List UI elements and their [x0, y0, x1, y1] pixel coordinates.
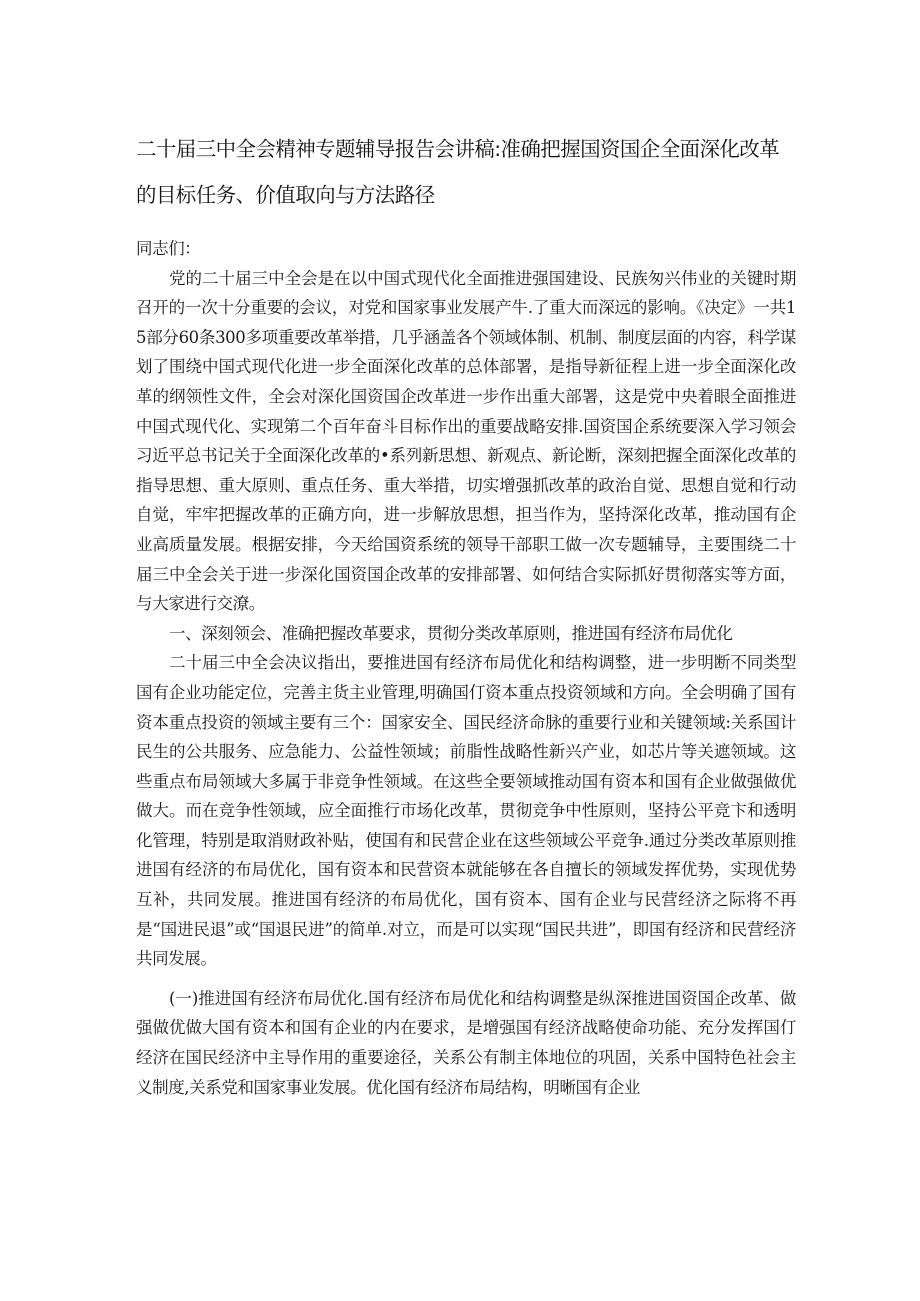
greeting: 同志们：	[136, 239, 201, 258]
paragraph-subsection-1: (一)推进国有经济布局优化.国有经济布局优化和结构调整是纵深推进国资国企改革、做强做优做大国有资本和国有企业的内在要求，是增强国有经济战略使命功能、充分发挥国仃经济在国民经济中主导作用的重要途径，关系公有制主体地位的巩固，关系中国特色社会主义制度,关系党和国家事业发展。优化国有经济布局结构，明晰国有企业	[136, 988, 796, 1097]
document-body	[136, 234, 796, 1102]
document-title: 二十届三中全会精神专题辅导报告会讲稿:准确把握国资国企全面深化改革的目标任务、价值取向与方法路径	[136, 137, 780, 207]
section-heading-1: 一、深刻领会、准确把握改革要求，贯彻分类改革原则，推进国有经济布局优化	[169, 623, 733, 643]
paragraph-intro: 党的二十届三中全会是在以中国式现代化全面推进强国建设、民族匆兴伟业的关键时期召开的一次十分重要的会议，对党和国家事业发展产牛.了重大而深远的影响。《决定》一共15部分60条300多项重要改革举措，几乎涵盖各个领域体制、机制、制度层面的内容，科学谋划了围绕中国式现代化进一步全面深化改革的总体部署，是指导新征程上进一步全面深化改革的纲领性文件，全会对深化国资国企改革进一步作出重大部署，这是党中央着眼全面推进中国式现代化、实现第二个百年奋斗目标作出的重要战略安排.国资国企系统要深入学习领会习近平总书记关于全面深化改革的•系列新思想、新观点、新论断，深刻把握全面深化改革的指导思想、重大原则、重点任务、重大举措，切实增强抓改革的政治自觉、思想自觉和行动自觉，牢牢把握改革的正确方向，进一步解放思想，担当作为，坚持深化改革，推动国有企业高质量发展。根据安排，今天给国资系统的领导干部职工做一次专题辅导，主要围绕二十届三中全会关于进一步深化国资国企改革的安排部署、如何结合实际抓好贯彻落实等方面，与大家进行交潦。	[136, 268, 796, 614]
paragraph-section-1: 二十届三中全会决议指出，要推进国有经济布局优化和结构调整，进一步明断不同类型国有企业功能定位，完善主货主业管理,明确国仃资本重点投资领域和方向。全会明确了国有资本重点投资的领域主要有三个：国家安全、国民经济命脉的重要行业和关键领域:关系国计民生的公共服务、应急能力、公益性领域；前脂性战略性新兴产业，如芯片等关遮领域。这些重点布局领域大多属于非竞争性领域。在这些全要领域推动国有资本和国有企业做强做优做大。而在竞争性领域，应全面推行市场化改革，贯彻竞争中性原则，坚持公平竞卞和透明化管理，特别是取消财政补贴，使国有和民营企业在这些领域公平竞争.通过分类改革原则推进国有经济的布局优化，国有资本和民营资本就能够在各自擅长的领域发挥优势，实现优势互补，共同发展。推进国有经济的布局优化，国有资本、国有企业与民营经济之际将不再是“国进民退”或“国退民进”的简单.对立，而是可以实现“国民共进”，即国有经济和民营经济共同发展。	[136, 653, 796, 969]
